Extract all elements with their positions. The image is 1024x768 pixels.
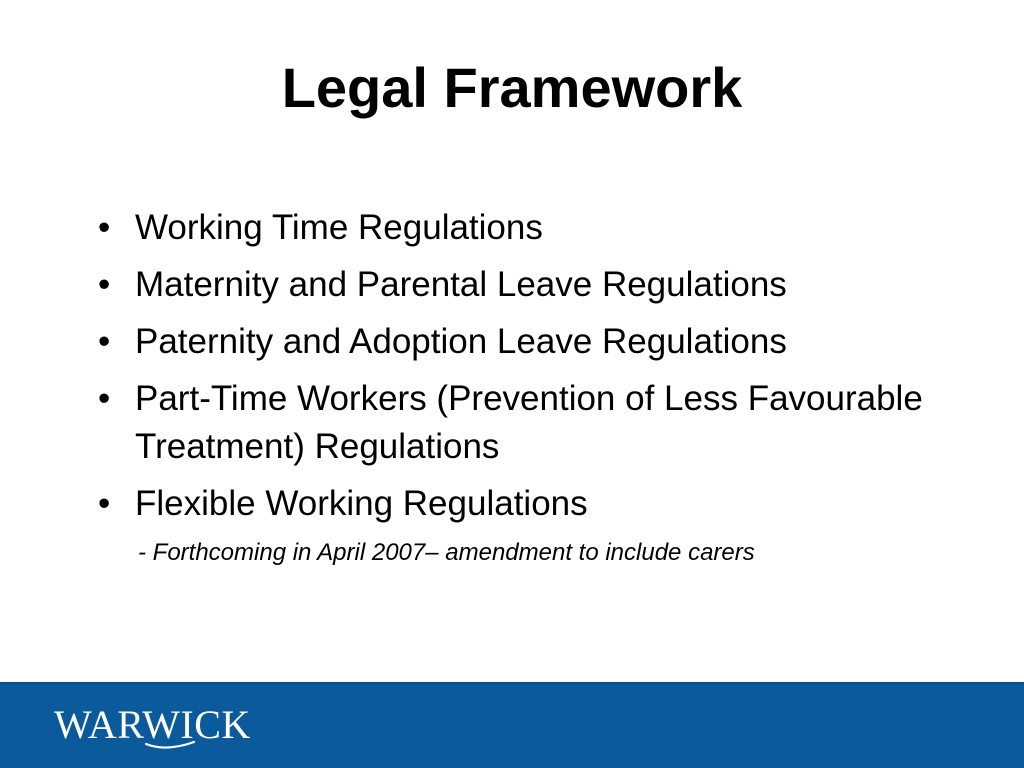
bullet-icon: •	[98, 322, 111, 361]
list-item	[96, 480, 956, 528]
bullet-icon: •	[98, 379, 111, 418]
bullet-text: Working Time Regulations	[135, 208, 543, 247]
bullet-list	[96, 204, 956, 537]
logo-wordmark: WARWICK	[54, 702, 251, 747]
sub-note: - Forthcoming in April 2007– amendment to include carers	[138, 539, 755, 566]
footer-bar	[0, 682, 1024, 768]
bullet-text: Flexible Working Regulations	[135, 484, 588, 523]
list-item	[96, 375, 956, 471]
bullet-text: Part-Time Workers (Prevention of Less Favourable Treatment) Regulations	[135, 379, 923, 466]
bullet-text: Paternity and Adoption Leave Regulations	[135, 322, 787, 361]
bullet-icon: •	[98, 484, 111, 523]
bullet-text: Maternity and Parental Leave Regulations	[135, 265, 787, 304]
list-item	[96, 204, 956, 252]
footer-divider	[0, 682, 1024, 684]
warwick-logo	[54, 698, 294, 754]
bullet-icon: •	[98, 208, 111, 247]
slide-title: Legal Framework	[281, 56, 743, 119]
bullet-icon: •	[98, 265, 111, 304]
list-item	[96, 261, 956, 309]
list-item	[96, 318, 956, 366]
